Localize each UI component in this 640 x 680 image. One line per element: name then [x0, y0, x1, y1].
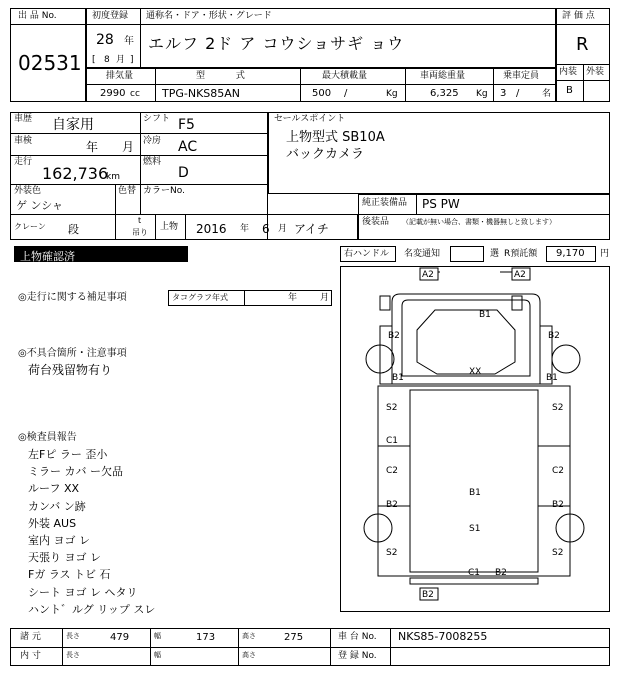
gross-weight-unit: Kg: [476, 89, 488, 99]
inspector-line: 天張り ヨゴ レ: [28, 551, 101, 565]
max-load-sep: /: [344, 88, 348, 99]
damage-label: C2: [386, 466, 399, 476]
divider: [62, 628, 63, 666]
inner-label: 内 寸: [20, 651, 41, 661]
fuel-label: 燃料: [143, 157, 162, 167]
damage-label: S2: [386, 403, 398, 413]
name-change-label: 名変通知: [404, 249, 441, 259]
first-reg-year: 28: [96, 32, 114, 48]
history-label: 車歴: [14, 114, 33, 124]
windshield: [417, 310, 515, 374]
divider: [405, 68, 406, 102]
grade-value: R: [576, 34, 589, 55]
exterior-color: ゲ ンシャ: [16, 199, 64, 212]
damage-label: B2: [386, 500, 398, 510]
upper-label: 上物: [160, 222, 179, 232]
bed-outline: [378, 386, 570, 576]
lot-no: 02531: [18, 51, 82, 75]
inner-width-label: 幅: [154, 651, 161, 659]
divider: [10, 647, 610, 648]
damage-label: B2: [495, 568, 507, 578]
fuel: D: [178, 165, 189, 181]
divider: [390, 628, 391, 666]
defect-label: ◎不具合箇所・注意事項: [18, 348, 127, 359]
exterior-label: 外装: [586, 67, 605, 77]
interior-grade: B: [566, 85, 573, 96]
inspection-month-unit: 月: [122, 140, 135, 154]
inner-length-label: 長さ: [66, 651, 80, 659]
interior-label: 内装: [559, 67, 578, 77]
aircon: AC: [178, 139, 198, 155]
divider: [556, 24, 610, 25]
model-name: エルフ 2ド ア コウショサギ ョウ: [148, 34, 405, 53]
year-unit: 年: [124, 36, 134, 47]
damage-label: B1: [546, 373, 558, 383]
rear-bumper: [410, 578, 538, 584]
inspector-line: Fガ ラス トビ 石: [28, 568, 111, 582]
sales-line-2: バックカメラ: [286, 147, 365, 162]
r-mileage-label: R預託額: [504, 249, 538, 259]
inspector-label: ◎検査員報告: [18, 432, 77, 443]
damage-label: B2: [552, 500, 564, 510]
upper-confirm-bar: [14, 246, 188, 262]
divider: [493, 68, 494, 102]
gross-weight-label: 車両総重量: [420, 71, 466, 81]
bed-floor: [410, 390, 538, 572]
damage-label: C2: [552, 466, 565, 476]
sales-label: セールスポイント: [274, 114, 346, 124]
damage-label: A2: [422, 270, 434, 280]
cab-outline: [392, 294, 540, 384]
grade-label: 評 価 点: [562, 11, 595, 21]
oem-label: 純正装備品: [362, 198, 408, 208]
damage-label: C1: [468, 568, 481, 578]
damage-label: B1: [469, 488, 481, 498]
displacement-label: 排気量: [106, 71, 134, 81]
damage-label: B1: [392, 373, 404, 383]
sales-line-1: 上物型式 SB10A: [286, 130, 385, 145]
upper-month: 6: [262, 222, 270, 236]
mileage: 162,736: [42, 164, 109, 183]
inspector-line: ハント゛ルグ リップ スレ: [28, 602, 156, 616]
crane-stage: 段: [68, 223, 79, 236]
divider: [155, 214, 156, 240]
divider: [10, 184, 268, 185]
damage-label: S2: [386, 548, 398, 558]
name-label: 通称名・ドア・形状・グレード: [146, 11, 272, 21]
reg-label: 登 録 No.: [338, 651, 377, 661]
damage-label: A2: [514, 270, 526, 280]
chassis: NKS85-7008255: [398, 630, 488, 643]
vehicle-diagram: [340, 266, 610, 612]
width-label: 幅: [154, 632, 161, 640]
divider: [155, 68, 156, 102]
exterior-color-label: 外装色: [14, 186, 42, 196]
damage-label: B2: [548, 331, 560, 341]
max-load-label: 最大積載量: [322, 71, 368, 81]
capacity: 3: [500, 88, 507, 99]
first-reg-month: 8: [104, 55, 110, 65]
upper-confirm-label: 上物確認済: [20, 250, 75, 263]
history: 自家用: [52, 117, 94, 133]
divider: [150, 628, 151, 666]
length: 479: [110, 632, 130, 643]
gross-weight: 6,325: [430, 88, 459, 99]
divider: [244, 290, 245, 306]
damage-label: XX: [469, 367, 482, 377]
inspector-line: 左Fピ ラー 歪小: [28, 448, 108, 461]
dims-label: 諸 元: [20, 632, 41, 642]
lot-no-label: 出 品 No.: [18, 11, 57, 21]
inspection-label: 車検: [14, 136, 33, 146]
damage-label: B2: [388, 331, 400, 341]
divider: [358, 214, 610, 215]
crane-lift: 吊り: [132, 228, 148, 237]
aircon-label: 冷房: [143, 136, 162, 146]
mileage-unit: km: [106, 172, 120, 182]
model-code: TPG-NKS85AN: [162, 87, 241, 100]
damage-label: S2: [552, 548, 564, 558]
diagram-frame: [341, 267, 610, 612]
model-code-label: 型 式: [196, 71, 259, 81]
height-label: 高さ: [242, 632, 256, 640]
aftermarket-label: 後装品: [362, 217, 390, 227]
divider: [140, 112, 141, 184]
divider: [556, 80, 610, 81]
damage-label: B1: [479, 310, 491, 320]
length-label: 長さ: [66, 632, 80, 640]
width: 173: [196, 632, 216, 643]
name-change-box: [450, 246, 484, 262]
inspector-line: シート ヨゴ レ ヘタリ: [28, 585, 138, 599]
inspector-line: 室内 ヨゴ レ: [28, 534, 90, 547]
oem: PS PW: [422, 197, 460, 211]
color-no-label: カラーNo.: [143, 186, 185, 196]
upper-year: 2016: [196, 222, 227, 236]
max-load-unit: Kg: [386, 89, 398, 99]
mirror-right: [512, 296, 522, 310]
displacement-unit: cc: [130, 89, 140, 99]
color-change-label: 色替: [118, 186, 137, 196]
divider: [416, 194, 417, 214]
crane-ton: t: [138, 216, 142, 225]
tachograph-year-unit: 年: [288, 293, 298, 303]
max-load: 500: [312, 88, 332, 99]
divider: [115, 184, 116, 240]
month-bracket-close: ]: [130, 55, 134, 65]
inner-height-label: 高さ: [242, 651, 256, 659]
mileage-label: 走行: [14, 157, 33, 167]
wheel-front-right: [552, 345, 580, 373]
divider: [300, 68, 301, 102]
displacement: 2990: [100, 88, 126, 99]
r-mileage: 9,170: [556, 248, 585, 259]
capacity-sep: /: [516, 88, 520, 99]
inspection-year-unit: 年: [86, 140, 99, 154]
divider: [185, 214, 186, 240]
damage-label: S1: [469, 524, 481, 534]
driving-label: ◎走行に関する補足事項: [18, 292, 127, 303]
damage-label: C1: [386, 436, 399, 446]
divider: [10, 24, 86, 25]
shift: F5: [178, 117, 195, 133]
capacity-label: 乗車定員: [503, 71, 540, 81]
crane-label: クレーン: [14, 222, 46, 231]
registration-label: 選: [490, 249, 500, 259]
damage-label: B2: [422, 590, 434, 600]
divider: [140, 184, 141, 214]
month-bracket-open: [: [92, 55, 96, 65]
divider: [86, 84, 556, 85]
divider: [140, 8, 141, 68]
aftermarket-note: （記載が無い場合、書類・機器無しと致します）: [402, 218, 556, 226]
inspector-line: ミラー カバ ー欠品: [28, 465, 123, 479]
divider: [10, 214, 268, 215]
inspector-line: 外装 AUS: [28, 516, 77, 530]
divider: [10, 133, 268, 134]
divider: [583, 64, 584, 102]
tachograph-label: タコグラフ年式: [172, 293, 228, 302]
tachograph-month-unit: 月: [320, 293, 330, 303]
month-unit: 月: [116, 55, 126, 65]
inspector-line: ルーフ XX: [28, 482, 80, 496]
height: 275: [284, 632, 304, 643]
chassis-label: 車 台 No.: [338, 632, 377, 642]
defect-line-1: 荷台残留物有り: [28, 363, 113, 377]
r-mileage-unit: 円: [600, 249, 610, 259]
mirror-left: [380, 296, 390, 310]
upper-maker: アイチ: [294, 222, 329, 236]
damage-label: S2: [552, 403, 564, 413]
divider: [10, 155, 268, 156]
upper-month-unit: 月: [278, 224, 288, 234]
divider: [330, 628, 331, 666]
divider: [238, 628, 239, 666]
divider: [86, 24, 556, 25]
capacity-unit: 名: [542, 89, 552, 99]
shift-label: シフト: [143, 114, 171, 124]
inspector-line: カンバ ン跡: [28, 499, 86, 513]
handle: 右ハンドル: [344, 249, 390, 259]
first-reg-label: 初度登録: [92, 11, 129, 21]
upper-year-unit: 年: [240, 224, 250, 234]
